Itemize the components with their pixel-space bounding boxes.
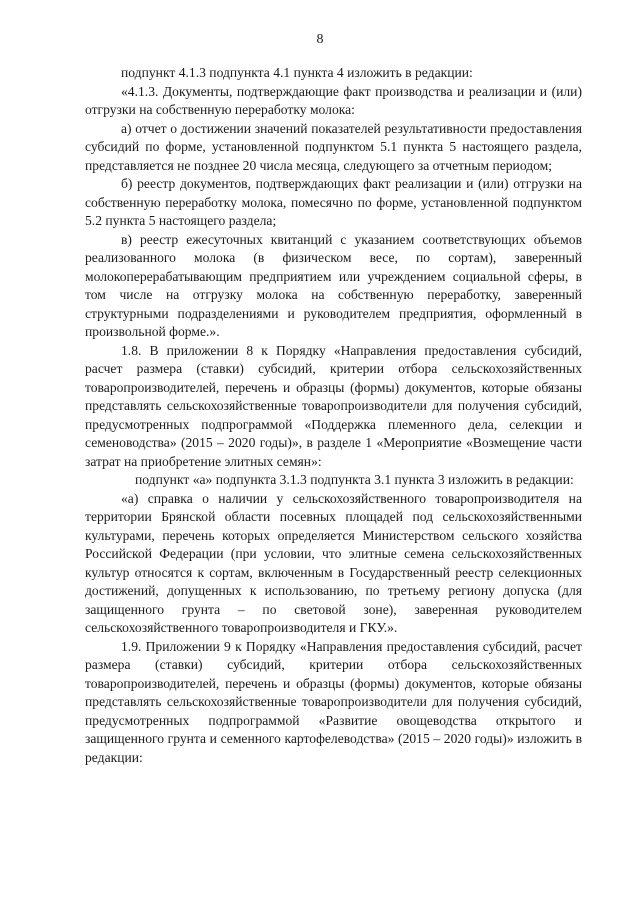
paragraph-subpoint-a-intro: подпункт «а» подпункта 3.1.3 подпункта 3.1 пункта 3 изложить в редакции: xyxy=(135,472,574,487)
paragraph-4-1-3-heading: «4.1.3. Документы, подтверждающие факт производства и реализации и (или) отгрузки на собственную переработку молока: xyxy=(85,83,582,117)
paragraph-item-v-receipts: в) реестр ежесуточных квитанций с указанием соответствующих объемов реализованного молока (в физическом весе, по сортам), заверенный молокоперерабатывающим предприятием или учреждением социальной сферы, в том числе на отгрузку молока на собственную переработку, заверенный структурными подразделениями и руководителем предприятия, оформленный в произвольной форме.». xyxy=(85,231,582,339)
document-body xyxy=(85,64,582,767)
paragraph-1-8: 1.8. В приложении 8 к Порядку «Направления предоставления субсидий, расчет размера (ставки) субсидий, критерии отбора сельскохозяйственных товаропроизводителей, перечень и образцы (формы) документов, которые обязаны представлять сельскохозяйственные товаропроизводители для получения субсидий, предусмотренных подпрограммой «Поддержка племенного дела, селекции и семеноводства» (2015 – 2020 годы)», в разделе 1 «Мероприятие «Возмещение части затрат на приобретение элитных семян»: xyxy=(85,342,582,469)
page-number: 8 xyxy=(316,32,324,47)
paragraph-subpoint-intro: подпункт 4.1.3 подпункта 4.1 пункта 4 изложить в редакции: xyxy=(121,65,473,80)
paragraph-1-9: 1.9. Приложении 9 к Порядку «Направления предоставления субсидий, расчет размера (ставки) субсидий, критерии отбора сельскохозяйственных товаропроизводителей, перечень и образцы (формы) документов, которые обязаны представлять сельскохозяйственные товаропроизводители для получения субсидий, предусмотренных подпрограммой «Развитие овощеводства открытого и защищенного грунта и семенного картофелеводства» (2015 – 2020 годы)» изложить в редакции: xyxy=(85,638,582,765)
paragraph-item-b-registry: б) реестр документов, подтверждающих факт реализации и (или) отгрузки на собственную переработку молока, помесячно по форме, установленной подпунктом 5.2 пункта 5 настоящего раздела; xyxy=(85,176,582,228)
paragraph-item-a-report: а) отчет о достижении значений показателей результативности предоставления субсидий по форме, установленной подпунктом 5.1 пункта 5 настоящего раздела, представляется не позднее 20 числа месяца, следующего за отчетным периодом; xyxy=(85,120,582,173)
paragraph-subpoint-a-text: «а) справка о наличии у сельскохозяйственного товаропроизводителя на территории Брянской области посевных площадей под сельскохозяйственными культурами, перечень которых определяется Министерством сельского хозяйства Российской Федерации (при условии, что элитные семена сельскохозяйственных культур относятся к сортам, включенным в Государственный реестр селекционных достижений, допущенных к использованию, по третьему региону допуска (для защищенного грунта – по световой зоне), заверенная руководителем сельскохозяйственного товаропроизводителя и ГКУ.». xyxy=(85,490,582,635)
